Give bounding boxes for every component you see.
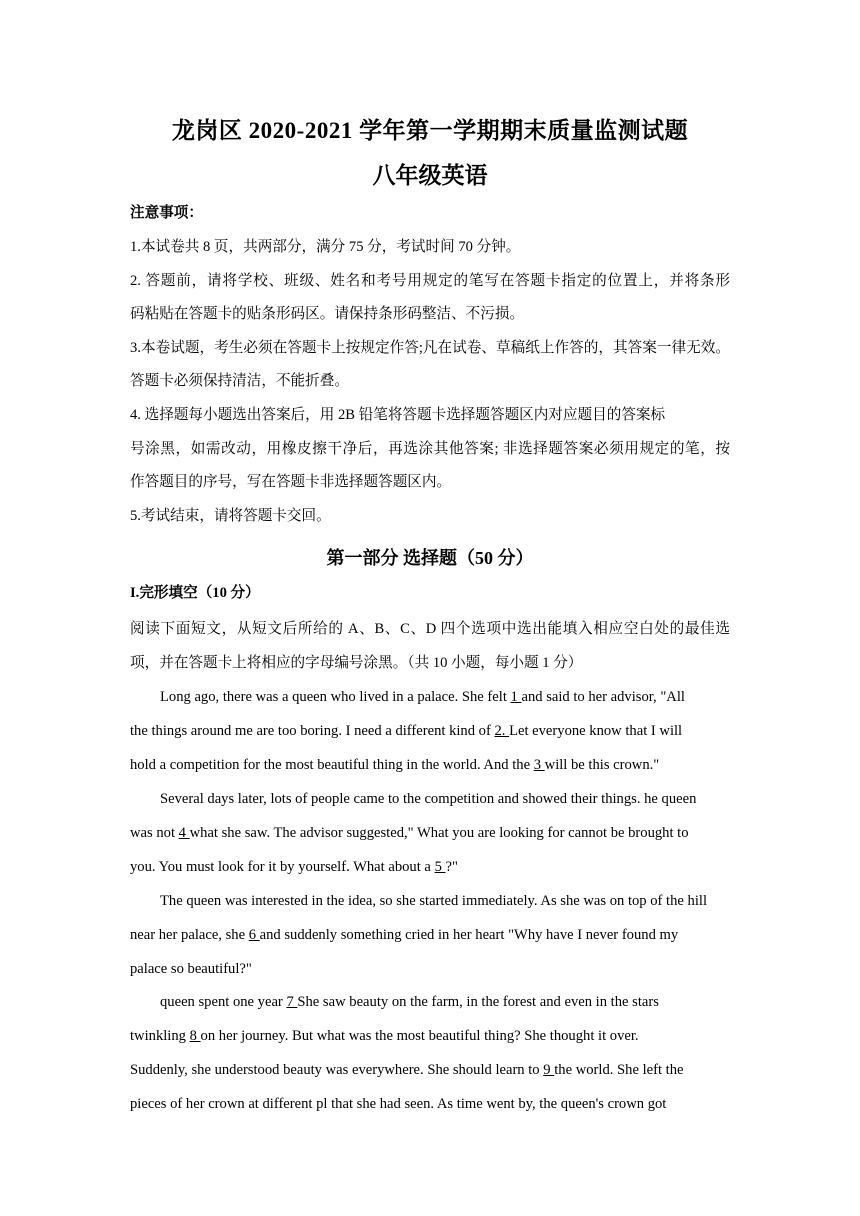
passage-line: Several days later, lots of people came to the competition and showed their things. he queen [160,791,697,807]
note-line: 答题卡必须保持清洁，不能折叠。 [130,373,349,389]
text: ?" [445,859,458,875]
blank-1: 1 [510,689,522,705]
note-line: 1.本试卷共 8 页，共两部分，满分 75 分，考试时间 70 分钟。 [130,239,521,255]
passage-line: pieces of her crown at different pl that she had seen. As time went by, the queen's crown got [130,1096,667,1112]
text: the world. She left the [554,1062,684,1078]
blank-7: 7 [286,994,298,1010]
note-line: 2. 答题前，请将学校、班级、姓名和考号用规定的笔写在答题卡指定的位置上，并将条形 [130,273,730,289]
passage-line [130,858,730,876]
blank-6: 6 [248,927,260,943]
text: was not [130,825,179,841]
passage-line: palace so beautiful?" [130,961,252,977]
instruction-line: 阅读下面短文，从短文后所给的 A、B、C、D 四个选项中选出能填入相应空白处的最佳选 [130,621,730,637]
text: the things around me are too boring. I need a different kind of [130,723,495,739]
note-line: 5.考试结束，请将答题卡交回。 [130,508,331,524]
passage-line [130,756,730,774]
passage-line [130,926,730,944]
text: Let everyone know that I will [509,723,683,739]
text: will be this crown." [544,757,660,773]
note-line: 4. 选择题每小题选出答案后，用 2B 铅笔将答题卡选择题答题区内对应题目的答案标 [130,407,666,423]
blank-8: 8 [189,1028,201,1044]
blank-2: 2. [494,723,510,739]
passage-line: The queen was interested in the idea, so she started immediately. As she was on top of the hill [160,893,707,909]
text: you. You must look for it by yourself. What about a [130,859,435,875]
section-title: I.完形填空（10 分） [130,585,260,601]
blank-5: 5 [434,859,446,875]
passage-line [130,1061,730,1079]
passage-line [130,824,730,842]
instruction-line: 项，并在答题卡上将相应的字母编号涂黑。（共 10 小题，每小题 1 分） [130,655,583,671]
text: and suddenly something cried in her heart "Why have I never found my [259,927,679,943]
text: She saw beauty on the farm, in the forest and even in the stars [297,994,659,1010]
text: twinkling [130,1028,190,1044]
text: hold a competition for the most beautiful thing in the world. And the [130,757,534,773]
text: Suddenly, she understood beauty was everywhere. She should learn to [130,1062,544,1078]
passage-line [130,1027,730,1045]
blank-4: 4 [178,825,190,841]
blank-9: 9 [543,1062,555,1078]
text: Long ago, there was a queen who lived in a palace. She felt [160,689,511,705]
text: on her journey. But what was the most beautiful thing? She thought it over. [200,1028,639,1044]
part-one-heading: 第一部分 选择题（50 分） [326,548,534,568]
note-line: 码粘贴在答题卡的贴条形码区。请保持条形码整洁、不污损。 [130,306,525,322]
passage-line [160,993,730,1011]
text: what she saw. The advisor suggested," What you are looking for cannot be brought to [189,825,689,841]
notes-heading: 注意事项： [130,205,203,221]
passage-line [130,722,730,740]
passage-line [160,688,730,706]
note-line: 3.本卷试题，考生必须在答题卡上按规定作答;凡在试卷、草稿纸上作答的，其答案一律无效。 [130,340,730,356]
exam-title: 龙岗区 2020-2021 学年第一学期期末质量监测试题 [171,118,689,143]
blank-3: 3 [533,757,545,773]
text: and said to her advisor, "All [521,689,685,705]
note-line: 作答题目的序号，写在答题卡非选择题答题区内。 [130,474,452,490]
exam-subtitle: 八年级英语 [372,163,488,188]
text: near her palace, she [130,927,249,943]
note-line: 号涂黑，如需改动，用橡皮擦干净后，再选涂其他答案; 非选择题答案必须用规定的笔，按 [130,441,730,457]
text: queen spent one year [160,994,287,1010]
